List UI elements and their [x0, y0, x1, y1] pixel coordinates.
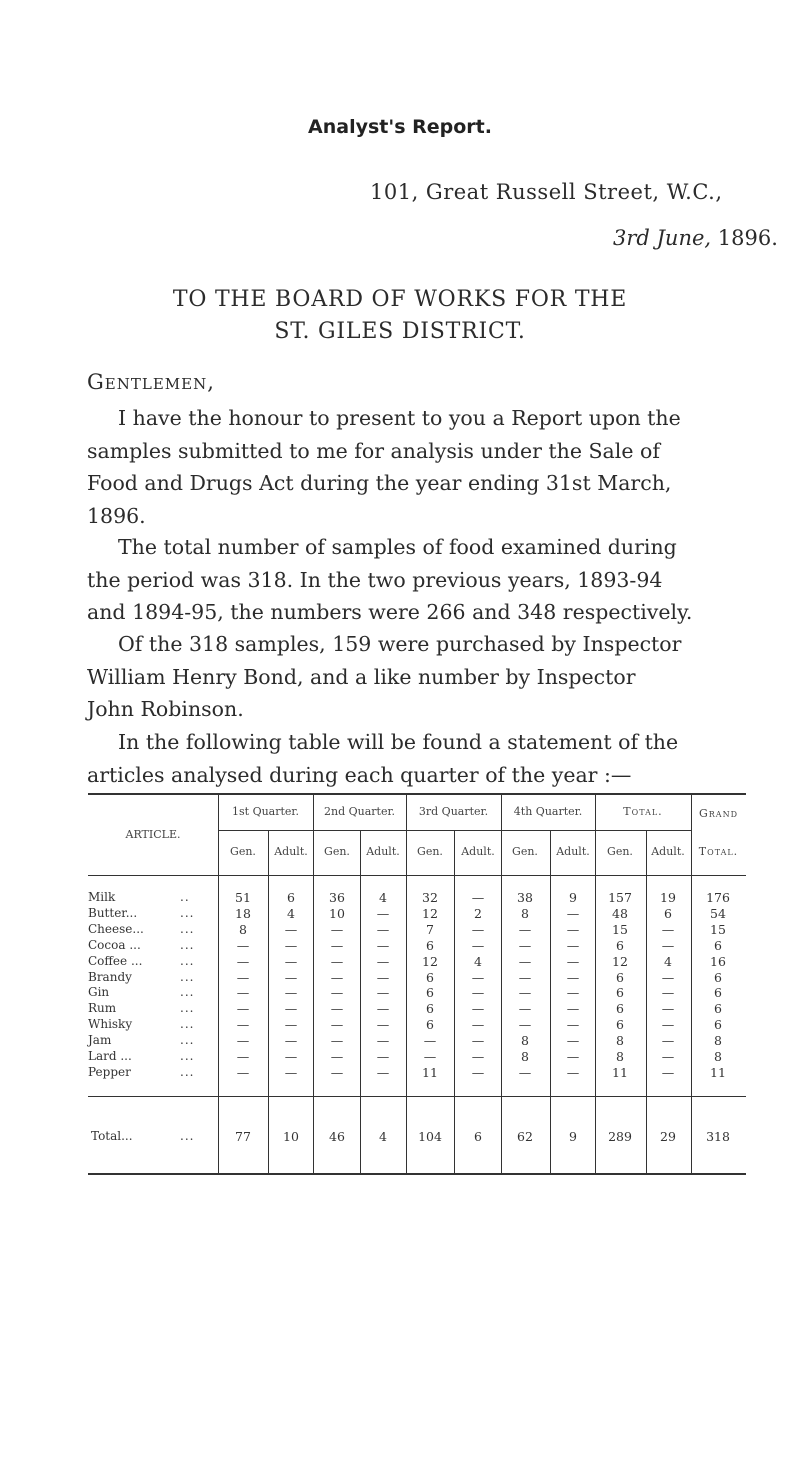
table-cell: 8: [714, 1049, 722, 1064]
leader-dots: ...: [180, 953, 195, 968]
table-cell: 4: [379, 1129, 387, 1144]
table-cell: 19: [660, 890, 676, 905]
table-cell: 7: [426, 921, 434, 937]
quarter-header: 2nd Quarter.: [323, 805, 396, 818]
total-divider-rule: [88, 1096, 746, 1097]
table-cell: —: [471, 890, 485, 905]
paragraph-line: In the following table will be found a statement of the: [118, 730, 679, 754]
quarter-header: 3rd Quarter.: [418, 805, 489, 818]
table-bottom-rule: [88, 1173, 746, 1175]
date-line: [613, 226, 778, 250]
table-cell: 4: [379, 890, 387, 905]
table-cell: —: [518, 1064, 532, 1080]
leader-dots: ...: [180, 1049, 195, 1063]
table-cell: 16: [710, 953, 726, 969]
gen-subheader: Gen.: [230, 845, 256, 858]
table-cell: —: [284, 1064, 298, 1080]
article-name: Gin: [88, 985, 110, 1000]
article-name: Whisky: [88, 1017, 133, 1032]
table-cell: 176: [706, 890, 730, 905]
table-cell: —: [518, 985, 532, 1001]
table-cell: 6: [474, 1129, 482, 1144]
gen-subheader: Gen.: [607, 845, 633, 858]
article-name: Pepper: [88, 1064, 131, 1079]
table-cell: —: [330, 953, 344, 969]
row-article: [88, 970, 218, 984]
table-cell: —: [566, 1001, 580, 1017]
table-cell: —: [661, 1001, 675, 1017]
table-cell: 46: [329, 1129, 345, 1144]
table-cell: 4: [287, 905, 295, 921]
table-cell: 4: [474, 953, 482, 969]
total-header: Total.: [623, 805, 663, 818]
table-cell: —: [376, 921, 390, 937]
paragraph-line: John Robinson.: [87, 697, 244, 721]
adult-subheader: Adult.: [461, 845, 495, 858]
table-cell: 11: [612, 1064, 628, 1080]
leader-dots: ..: [180, 890, 190, 904]
table-cell: 6: [616, 969, 624, 985]
article-name: Butter...: [88, 905, 138, 920]
table-cell: 6: [664, 905, 672, 921]
leader-dots: ...: [180, 921, 195, 936]
table-cell: —: [284, 1001, 298, 1017]
quarter-header: 4th Quarter.: [513, 805, 583, 818]
addressee-line-1: TO THE BOARD OF WORKS FOR THE: [172, 287, 628, 312]
table-cell: 15: [612, 921, 628, 937]
table-cell: —: [471, 1033, 485, 1049]
paragraph-line: the period was 318. In the two previous years, 1893-94: [87, 567, 663, 592]
row-article: [88, 1065, 218, 1079]
table-cell: 289: [608, 1129, 632, 1144]
adult-subheader: Adult.: [651, 845, 685, 858]
table-cell: —: [236, 1017, 250, 1033]
table-cell: —: [566, 905, 580, 921]
table-cell: —: [566, 953, 580, 969]
table-cell: 6: [714, 937, 722, 953]
table-cell: —: [518, 921, 532, 937]
table-cell: —: [376, 937, 390, 953]
row-article: [88, 1033, 218, 1047]
leader-dots: ...: [180, 905, 195, 920]
table-cell: —: [376, 905, 390, 921]
date-year: 1896.: [717, 226, 778, 250]
table-cell: 6: [616, 1001, 624, 1017]
adult-subheader: Adult.: [556, 845, 590, 858]
article-name: Milk: [88, 890, 116, 904]
table-cell: 318: [706, 1129, 730, 1144]
address-line: 101, Great Russell Street, W.C.,: [370, 180, 723, 204]
table-cell: 6: [426, 937, 434, 953]
table-cell: —: [236, 985, 250, 1001]
table-cell: —: [661, 921, 675, 937]
table-cell: 6: [426, 1017, 434, 1033]
table-cell: —: [376, 1001, 390, 1017]
table-cell: 8: [521, 905, 529, 921]
table-cell: 6: [714, 1017, 722, 1033]
paragraph-line: Of the 318 samples, 159 were purchased by Inspector: [118, 632, 682, 656]
table-cell: —: [284, 953, 298, 969]
table-cell: —: [661, 1017, 675, 1033]
table-cell: —: [284, 969, 298, 985]
table-cell: —: [330, 921, 344, 937]
table-cell: 6: [714, 1001, 722, 1017]
table-cell: —: [330, 1033, 344, 1049]
article-name: Coffee ...: [88, 953, 143, 968]
row-article: [88, 1049, 218, 1063]
article-header: ARTICLE.: [125, 828, 181, 841]
table-cell: —: [566, 1064, 580, 1080]
table-cell: 8: [616, 1033, 624, 1049]
table-cell: —: [284, 985, 298, 1001]
article-name: Lard ...: [88, 1049, 132, 1063]
table-cell: 15: [710, 921, 726, 937]
table-cell: 8: [616, 1049, 624, 1064]
table-cell: —: [330, 1001, 344, 1017]
date-day: 3rd June,: [613, 226, 712, 250]
table-cell: —: [330, 985, 344, 1001]
table-cell: 12: [612, 953, 628, 969]
article-name: Jam: [88, 1033, 112, 1048]
table-cell: 18: [235, 905, 251, 921]
table-cell: 6: [714, 985, 722, 1001]
table-cell: —: [471, 985, 485, 1001]
table-top-rule: [88, 793, 746, 795]
table-cell: —: [284, 1017, 298, 1033]
gen-subheader: Gen.: [417, 845, 443, 858]
table-cell: 54: [710, 905, 726, 921]
table-cell: 8: [714, 1033, 722, 1049]
paragraph-line: I have the honour to present to you a Report upon the: [118, 406, 681, 430]
table-cell: 6: [616, 937, 624, 953]
table-cell: —: [376, 969, 390, 985]
table-cell: —: [236, 1001, 250, 1017]
table-cell: 11: [422, 1064, 438, 1080]
table-cell: —: [566, 1017, 580, 1033]
table-cell: —: [518, 1017, 532, 1033]
table-cell: —: [330, 937, 344, 953]
table-cell: 38: [517, 890, 533, 905]
table-cell: 6: [287, 890, 295, 905]
table-cell: 8: [239, 921, 247, 937]
table-cell: 6: [616, 985, 624, 1001]
table-cell: —: [376, 953, 390, 969]
table-cell: 9: [569, 890, 577, 905]
paragraph-line: The total number of samples of food examined during: [118, 535, 677, 559]
table-cell: 6: [616, 1017, 624, 1033]
table-cell: —: [236, 1033, 250, 1049]
table-cell: 48: [612, 905, 628, 921]
gen-subheader: Gen.: [324, 845, 350, 858]
table-cell: —: [518, 969, 532, 985]
table-cell: 4: [664, 953, 672, 969]
paragraph-4: [87, 726, 755, 791]
row-article: [88, 1129, 218, 1143]
grand-total-header: Grand: [698, 807, 738, 820]
quarter-header: 1st Quarter.: [232, 805, 299, 818]
sub-column-rule: [454, 830, 455, 1173]
paragraph-line: 1896.: [87, 503, 146, 528]
table-cell: 12: [422, 953, 438, 969]
table-cell: —: [330, 1017, 344, 1033]
table-cell: —: [236, 1064, 250, 1080]
table-cell: 2: [474, 905, 482, 921]
table-cell: 8: [521, 1049, 529, 1064]
table-cell: —: [376, 1017, 390, 1033]
table-cell: —: [330, 1049, 344, 1064]
table-cell: —: [566, 969, 580, 985]
table-cell: —: [236, 969, 250, 985]
salutation: Gentlemen,: [87, 370, 215, 394]
article-name: Cocoa ...: [88, 937, 141, 952]
table-cell: —: [471, 937, 485, 953]
table-cell: 104: [418, 1129, 442, 1144]
adult-subheader: Adult.: [366, 845, 400, 858]
paragraph-3: [87, 628, 755, 726]
table-cell: —: [284, 937, 298, 953]
table-cell: —: [423, 1049, 437, 1064]
row-article: [88, 1001, 218, 1015]
row-article: [88, 1017, 218, 1031]
table-cell: —: [661, 1064, 675, 1080]
table-cell: —: [284, 1049, 298, 1064]
paragraph-line: William Henry Bond, and a like number by Inspector: [87, 664, 636, 689]
table-cell: —: [236, 953, 250, 969]
adult-subheader: Adult.: [274, 845, 308, 858]
table-cell: 11: [710, 1064, 726, 1080]
table-cell: —: [566, 937, 580, 953]
table-cell: 77: [235, 1129, 251, 1144]
table-cell: —: [376, 1033, 390, 1049]
leader-dots: ...: [180, 969, 195, 984]
table-cell: —: [566, 921, 580, 937]
leader-dots: ...: [180, 937, 195, 952]
leader-dots: ...: [180, 1001, 195, 1016]
table-cell: —: [236, 937, 250, 953]
table-cell: —: [236, 1049, 250, 1064]
article-name: Rum: [88, 1001, 117, 1016]
table-cell: 12: [422, 905, 438, 921]
table-cell: —: [330, 1064, 344, 1080]
table-cell: —: [284, 1033, 298, 1049]
table-cell: 157: [608, 890, 632, 905]
row-article: [88, 906, 218, 920]
table-cell: 6: [426, 985, 434, 1001]
leader-dots: ...: [180, 1064, 195, 1079]
article-name: Brandy: [88, 969, 132, 984]
table-cell: —: [471, 1064, 485, 1080]
table-cell: —: [661, 1033, 675, 1049]
table-cell: 51: [235, 890, 251, 905]
table-cell: —: [376, 985, 390, 1001]
table-cell: 8: [521, 1033, 529, 1049]
table-cell: —: [518, 953, 532, 969]
leader-dots: ...: [180, 1017, 195, 1032]
table-cell: 6: [426, 1001, 434, 1017]
row-article: [88, 890, 218, 904]
table-cell: —: [423, 1033, 437, 1049]
table-cell: —: [284, 921, 298, 937]
report-title: Analyst's Report.: [308, 116, 492, 138]
paragraph-1: [87, 402, 755, 532]
table-cell: —: [518, 1001, 532, 1017]
leader-dots: ...: [180, 985, 195, 1000]
table-cell: —: [376, 1049, 390, 1064]
table-cell: 9: [569, 1129, 577, 1144]
table-cell: 10: [283, 1129, 299, 1144]
table-cell: —: [566, 985, 580, 1001]
table-cell: 36: [329, 890, 345, 905]
table-cell: 6: [426, 969, 434, 985]
analysis-table: [88, 793, 746, 1466]
table-cell: —: [661, 937, 675, 953]
row-article: [88, 922, 218, 936]
table-cell: —: [518, 937, 532, 953]
table-cell: —: [471, 1001, 485, 1017]
addressee-line-2: ST. GILES DISTRICT.: [274, 319, 526, 344]
paragraph-line: and 1894-95, the numbers were 266 and 348 respectively.: [87, 600, 693, 624]
table-cell: 10: [329, 905, 345, 921]
leader-dots: ...: [180, 1033, 195, 1048]
leader-dots: ...: [180, 1129, 195, 1143]
row-article: [88, 985, 218, 999]
table-cell: —: [566, 1049, 580, 1064]
table-cell: —: [471, 921, 485, 937]
grand-total-header: Total.: [698, 845, 739, 858]
paragraph-line: Food and Drugs Act during the year ending 31st March,: [87, 471, 672, 495]
article-name: Total...: [91, 1129, 133, 1143]
paragraph-line: samples submitted to me for analysis under the Sale of: [87, 438, 660, 463]
table-cell: 62: [517, 1129, 533, 1144]
row-article: [88, 938, 218, 952]
table-cell: —: [471, 969, 485, 985]
row-article: [88, 954, 218, 968]
table-cell: 32: [422, 890, 438, 905]
paragraph-line: articles analysed during each quarter of the year :—: [87, 762, 632, 787]
table-cell: —: [376, 1064, 390, 1080]
article-name: Cheese...: [88, 921, 144, 936]
table-cell: 6: [714, 969, 722, 985]
table-cell: —: [471, 1017, 485, 1033]
table-cell: 29: [660, 1129, 676, 1144]
gen-subheader: Gen.: [512, 845, 538, 858]
table-cell: —: [566, 1033, 580, 1049]
table-cell: —: [471, 1049, 485, 1064]
table-cell: —: [330, 969, 344, 985]
paragraph-2: [87, 531, 755, 629]
table-cell: —: [661, 1049, 675, 1064]
table-cell: —: [661, 985, 675, 1001]
table-cell: —: [661, 969, 675, 985]
header-bottom-rule: [88, 875, 746, 876]
